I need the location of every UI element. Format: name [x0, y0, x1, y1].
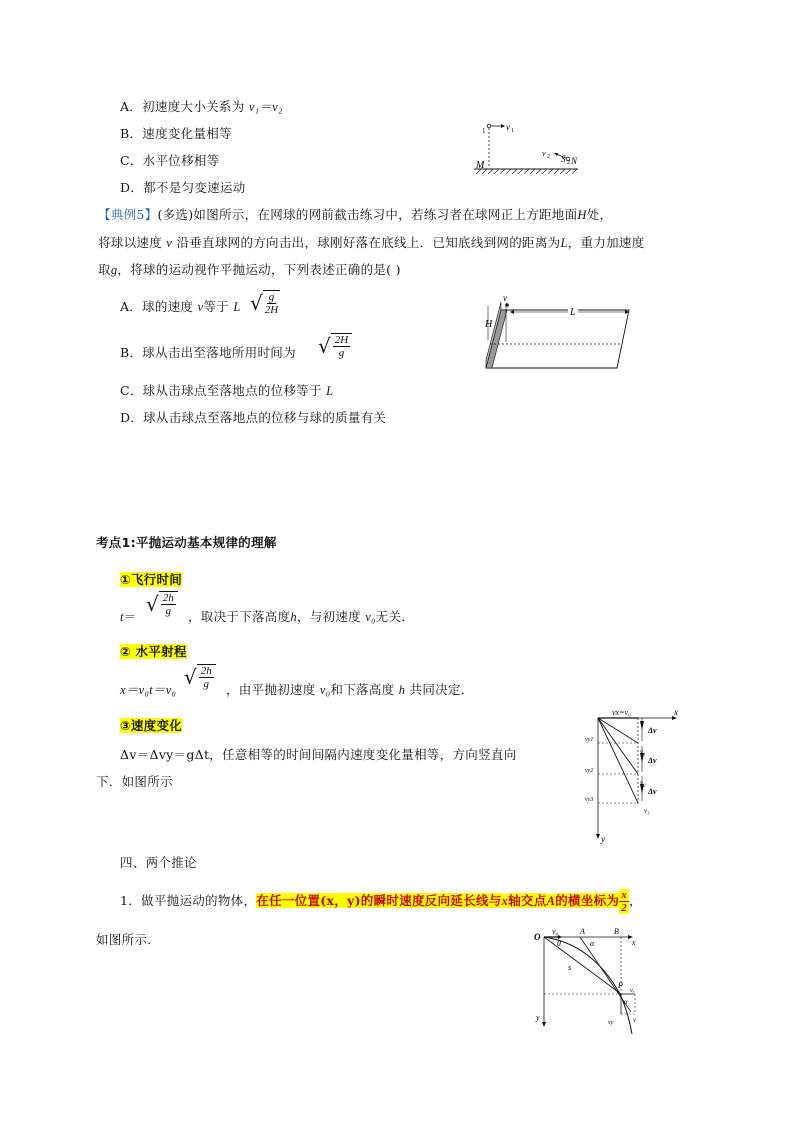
svg-text:vₓ: vₓ [630, 988, 635, 994]
item3-line2: 下．如图所示 [96, 774, 173, 789]
fig-label-v1: v [506, 122, 510, 132]
svg-text:y: y [601, 834, 605, 844]
svg-text:vy1: vy1 [585, 737, 594, 743]
svg-text:vy: vy [608, 1020, 614, 1026]
item1-formula-line: t＝ [120, 609, 137, 624]
svg-text:θ: θ [557, 939, 561, 948]
svg-text:O: O [534, 932, 541, 942]
svg-text:v: v [542, 149, 546, 158]
section1-title: 考点1:平抛运动基本规律的理解 [96, 535, 277, 550]
section2-title: 四、两个推论 [120, 855, 197, 870]
corollary-figure [532, 924, 652, 1036]
tennis-court-figure [470, 292, 630, 372]
item2-text: ，由平抛初速度 v₀和下落高度 h 共同决定． [226, 682, 474, 697]
velocity-change-figure [582, 706, 682, 846]
prev-option-b: B．速度变化量相等 [120, 126, 232, 141]
svg-text:Δv: Δv [648, 756, 657, 765]
svg-text:vx=v₀: vx=v₀ [612, 708, 631, 717]
svg-text:P: P [618, 981, 623, 990]
svg-text:A: A [580, 927, 585, 936]
item1-sqrt: √ $\frac{2h}{g}$ [146, 591, 178, 617]
svg-text:v₁: v₁ [640, 748, 646, 756]
example5-option-a: A．球的速度 v等于 L [120, 299, 241, 314]
svg-text:x: x [632, 938, 636, 947]
svg-text:α: α [624, 998, 628, 1006]
fig-label-n: N [571, 156, 578, 166]
option-a-sqrt: √ $\frac{g}{2H}$ [250, 291, 279, 316]
option-b-sqrt: √ $\frac{2H}{g}$ [318, 333, 352, 359]
item3-title: ③速度变化 [120, 718, 183, 733]
svg-text:1: 1 [511, 128, 514, 134]
item1-title: ①飞行时间 [120, 572, 183, 587]
fig-label-l: L [570, 307, 576, 318]
item2-sqrt: √ $\frac{2h}{g}$ [184, 664, 216, 690]
svg-text:Δv: Δv [648, 787, 657, 796]
svg-text:2: 2 [567, 160, 570, 166]
svg-text:B: B [614, 927, 619, 936]
prev-option-d: D．都不是匀变速运动 [120, 180, 246, 195]
example5-option-b: B．球从击出至落地所用时间为 [120, 345, 296, 360]
svg-text:2: 2 [547, 154, 550, 160]
svg-text:vy2: vy2 [585, 768, 594, 774]
svg-text:1: 1 [482, 127, 486, 135]
fig-label-s2: S [561, 154, 566, 164]
svg-text:s: s [568, 963, 572, 972]
fig-label-h: H [485, 319, 493, 330]
item3-line1: Δv＝Δvy＝gΔt，任意相等的时间间隔内速度变化量相等，方向竖直向 [120, 747, 517, 762]
example5-option-d: D．球从击球点至落地点的位移与球的质量有关 [120, 410, 387, 425]
example5-line3: 取g，将球的运动视作平抛运动，下列表述正确的是( ) [98, 262, 401, 277]
prev-option-a-formula: v₁＝v₂ [248, 100, 283, 114]
svg-text:x: x [674, 707, 678, 717]
corollary1-line2: 如图所示． [96, 932, 161, 947]
svg-text:v₃: v₃ [644, 807, 650, 815]
item2-title: ② 水平射程 [120, 644, 187, 659]
svg-text:v₀: v₀ [552, 927, 559, 936]
svg-text:v₂: v₂ [640, 779, 646, 787]
prev-option-c: C．水平位移相等 [120, 153, 220, 168]
svg-text:v: v [633, 1016, 637, 1024]
prev-option-a: A．初速度大小关系为 v₁＝v₂ [120, 99, 283, 114]
example5-line1: 【典例5】(多选)如图所示，在网球的网前截击练习中，若练习者在球网正上方距地面H处， [98, 207, 613, 222]
corollary1-line1: 1．做平抛运动的物体，在任一位置(x，y)的瞬时速度反向延长线与x轴交点A的横坐标为 $\frac{x}{2}$ ， [120, 889, 642, 914]
fig-label-v: v [503, 293, 507, 303]
example5-tag: 【典例5】 [98, 207, 158, 222]
example5-line2: 将球以速度 v 沿垂直球网的方向击出，球刚好落在底线上．已知底线到网的距离为L，重力加速度 [98, 235, 645, 250]
svg-text:vy3: vy3 [585, 797, 594, 803]
fig-label-m: M [476, 160, 485, 171]
item2-formula: x＝v₀t＝v₀ [120, 683, 177, 697]
svg-text:y: y [536, 1013, 540, 1022]
example5-option-c: C．球从击球点至落地点的位移等于 L [120, 383, 334, 398]
item1-text: ，取决于下落高度h，与初速度 v₀无关． [188, 609, 415, 624]
projectile-figure-s1-s2 [468, 112, 588, 178]
svg-text:Δv: Δv [648, 726, 657, 735]
svg-text:α: α [590, 939, 595, 948]
